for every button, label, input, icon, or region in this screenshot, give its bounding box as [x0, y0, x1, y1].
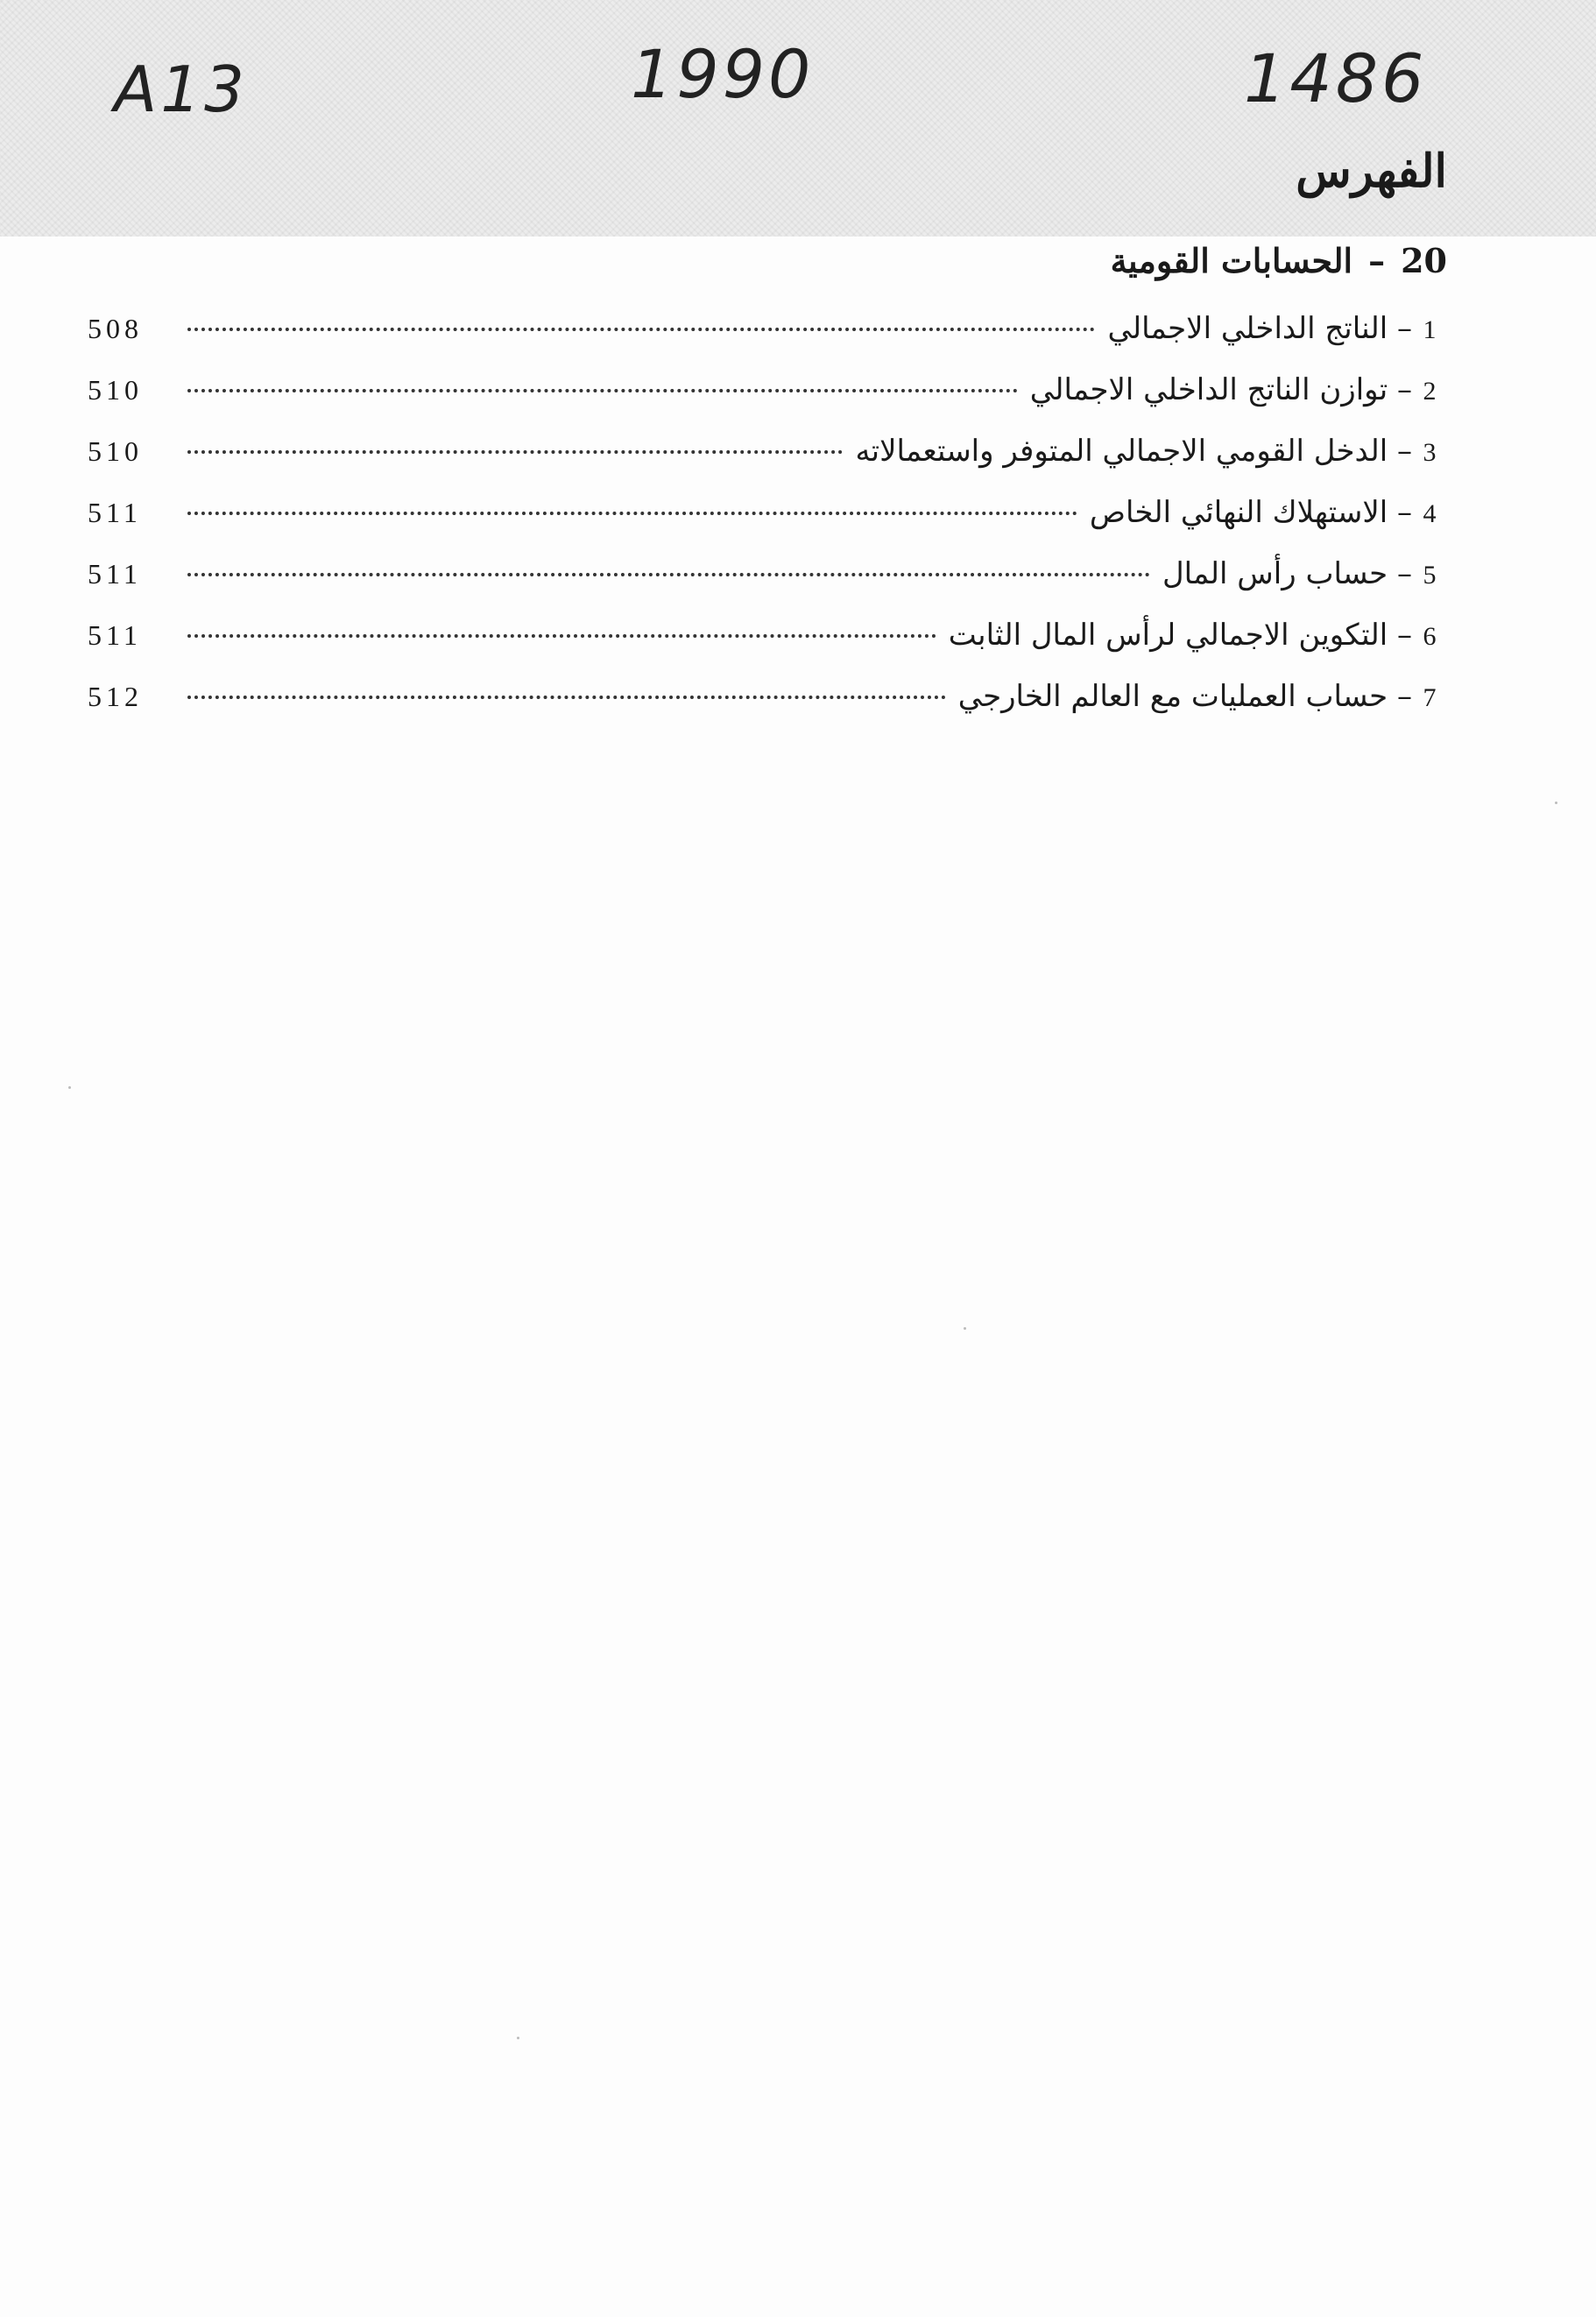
scan-speck [1555, 802, 1557, 804]
entry-number: 1 [1423, 315, 1437, 344]
table-of-contents [88, 311, 1447, 740]
toc-entry-4[interactable] [88, 495, 1447, 556]
handwritten-note-middle: 1990 [631, 35, 815, 113]
section-title: الحسابات القومية [1110, 241, 1353, 280]
entry-page-number: 510 [88, 374, 143, 406]
entry-number: 6 [1423, 622, 1437, 651]
section-number: 20 [1401, 241, 1447, 280]
toc-entry-2[interactable] [88, 372, 1447, 434]
toc-entry-6[interactable] [88, 618, 1447, 679]
entry-number: 5 [1423, 561, 1437, 590]
entry-number: 4 [1423, 499, 1437, 528]
dot-leader [187, 573, 1150, 576]
handwritten-note-left: A13 [114, 53, 248, 126]
entry-page-number: 510 [88, 435, 143, 467]
entry-page-number: 508 [88, 313, 143, 344]
dot-leader [187, 389, 1018, 392]
scan-speck [68, 1086, 71, 1089]
dot-leader [187, 696, 946, 699]
dot-leader [187, 450, 843, 454]
toc-entry-7[interactable] [88, 679, 1447, 740]
entry-number: 7 [1423, 683, 1437, 712]
page-title: الفهرس [1296, 145, 1447, 198]
entry-label: – حساب العمليات مع العالم الخارجي [957, 679, 1412, 714]
toc-entry-5[interactable] [88, 556, 1447, 618]
entry-page-number: 511 [88, 619, 142, 651]
dot-leader [187, 328, 1095, 331]
entry-number: 2 [1423, 377, 1437, 406]
toc-entry-3[interactable] [88, 434, 1447, 495]
handwritten-note-right: 1486 [1244, 39, 1428, 117]
entry-label: – الدخل القومي الاجمالي المتوفر واستعمالاته [855, 434, 1412, 469]
section-dash: – [1368, 241, 1386, 280]
toc-entry-1[interactable] [88, 311, 1447, 372]
section-heading [1111, 241, 1447, 280]
dot-leader [187, 634, 936, 638]
entry-page-number: 511 [88, 558, 142, 590]
entry-page-number: 512 [88, 681, 143, 712]
entry-label: – توازن الناتج الداخلي الاجمالي [1029, 372, 1412, 407]
entry-label: – حساب رأس المال [1162, 556, 1412, 591]
entry-number: 3 [1423, 438, 1437, 467]
dot-leader [187, 512, 1077, 515]
scan-speck [517, 2037, 519, 2039]
entry-page-number: 511 [88, 497, 142, 528]
entry-label: – الناتج الداخلي الاجمالي [1107, 311, 1412, 346]
entry-label: – التكوين الاجمالي لرأس المال الثابت [948, 618, 1412, 653]
entry-label: – الاستهلاك النهائي الخاص [1089, 495, 1412, 530]
scan-speck [964, 1327, 966, 1330]
